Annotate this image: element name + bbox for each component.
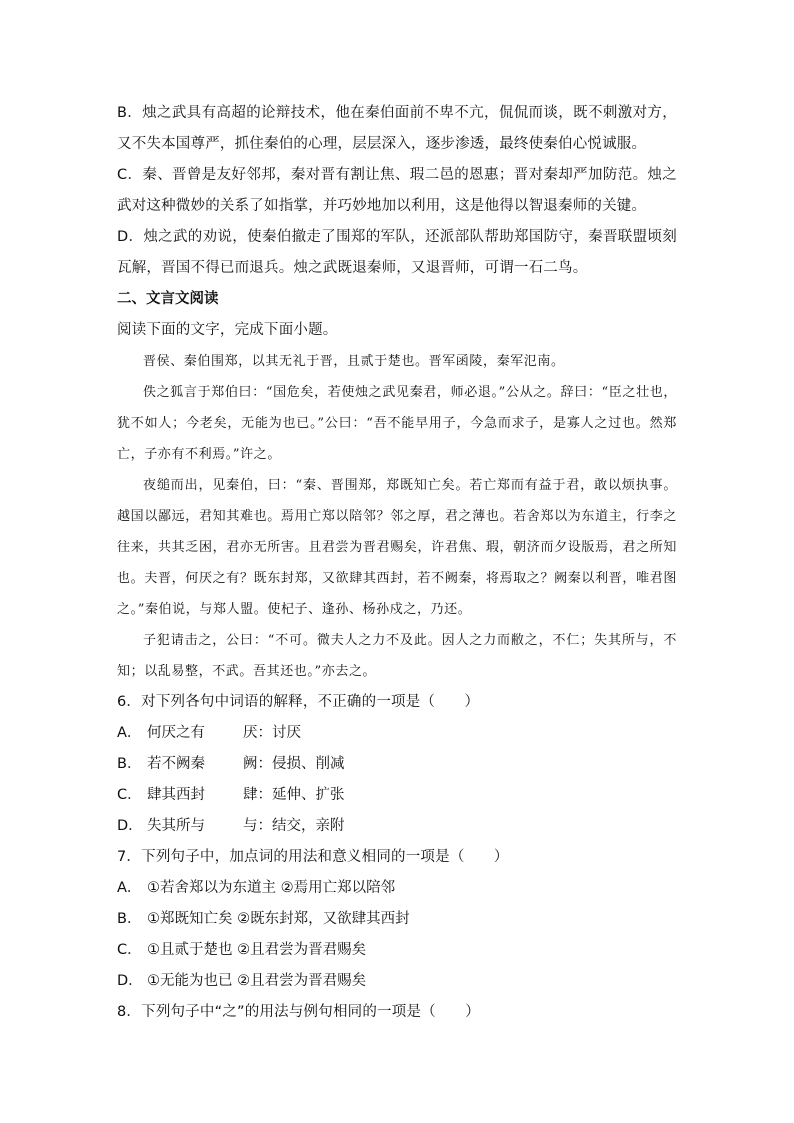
q6-option-d[interactable]: D． 失其所与 与：结交，亲附: [117, 818, 345, 834]
passage-paragraph-2: 佚之狐言于郑伯曰：“国危矣，若使烛之武见秦君，师必退。”公从之。辞曰：“臣之壮也，犹不如人；今老矣，无能为也已。”公曰：“吾不能早用子，今急而求子，是寡人之过也。然郑亡，子亦有不利焉。”许之。: [117, 385, 677, 462]
passage-paragraph-1: 晋侯、秦伯围郑，以其无礼于晋，且贰于楚也。晋军函陵，秦军氾南。: [143, 354, 565, 369]
q6-option-c[interactable]: C． 肆其西封 肆：延伸、扩张: [117, 787, 345, 803]
q7-option-c[interactable]: C． ①且贰于楚也 ②且君尝为晋君赐矣: [117, 942, 367, 958]
q6-option-a[interactable]: A． 何厌之有 厌：讨厌: [117, 725, 301, 741]
page-content: [117, 98, 677, 1028]
option-c-analysis: C．秦、晋曾是友好邻邦，秦对晋有割让焦、瑕二邑的恩惠；晋对秦却严加防范。烛之武对这种微妙的关系了如指掌，并巧妙地加以利用，这是他得以智退秦师的关键。: [117, 167, 677, 214]
reading-instruction: 阅读下面的文字，完成下面小题。: [117, 322, 338, 338]
passage-paragraph-3: 夜缒而出，见秦伯，曰：“秦、晋围郑，郑既知亡矣。若亡郑而有益于君，敢以烦执事。越国以鄙远，君知其难也。焉用亡郑以陪邻？邻之厚，君之薄也。若舍郑以为东道主，行李之往来，共其乏困，君亦无所害。且君尝为晋君赐矣，许君焦、瑕，朝济而夕设版焉，君之所知也。夫晋，何厌之有？既东封郑，又欲肆其西封，若不阙秦，将焉取之？阙秦以利晋，唯君图之。”秦伯说，与郑人盟。使杞子、逢孙、杨孙戍之，乃还。: [117, 478, 677, 617]
q7-option-a[interactable]: A． ①若舍郑以为东道主 ②焉用亡郑以陪邻: [117, 880, 396, 896]
question-6-stem: 6．对下列各句中词语的解释，不正确的一项是（ ）: [117, 694, 480, 710]
section-heading: 二、文言文阅读: [117, 291, 219, 307]
option-b-analysis: B．烛之武具有高超的论辩技术，他在秦伯面前不卑不亢，侃侃而谈，既不刺激对方，又不失本国尊严，抓住秦伯的心理，层层深入，逐步渗透，最终使秦伯心悦诚服。: [117, 105, 677, 152]
q6-option-b[interactable]: B． 若不阙秦 阙：侵损、削减: [117, 756, 345, 772]
question-7-stem: 7．下列句子中，加点词的用法和意义相同的一项是（ ）: [117, 849, 509, 865]
option-d-analysis: D．烛之武的劝说，使秦伯撤走了围郑的军队，还派部队帮助郑国防守，秦晋联盟顷刻瓦解，晋国不得已而退兵。烛之武既退秦师，又退晋师，可谓一石二鸟。: [117, 229, 677, 276]
question-8-stem: 8．下列句子中“之”的用法与例句相同的一项是（ ）: [117, 1004, 480, 1020]
q7-option-d[interactable]: D． ①无能为也已 ②且君尝为晋君赐矣: [117, 973, 367, 989]
passage-paragraph-4: 子犯请击之，公曰：“不可。微夫人之力不及此。因人之力而敝之，不仁；失其所与，不知；以乱易整，不武。吾其还也。”亦去之。: [117, 633, 677, 679]
q7-option-b[interactable]: B． ①郑既知亡矣 ②既东封郑，又欲肆其西封: [117, 911, 410, 927]
